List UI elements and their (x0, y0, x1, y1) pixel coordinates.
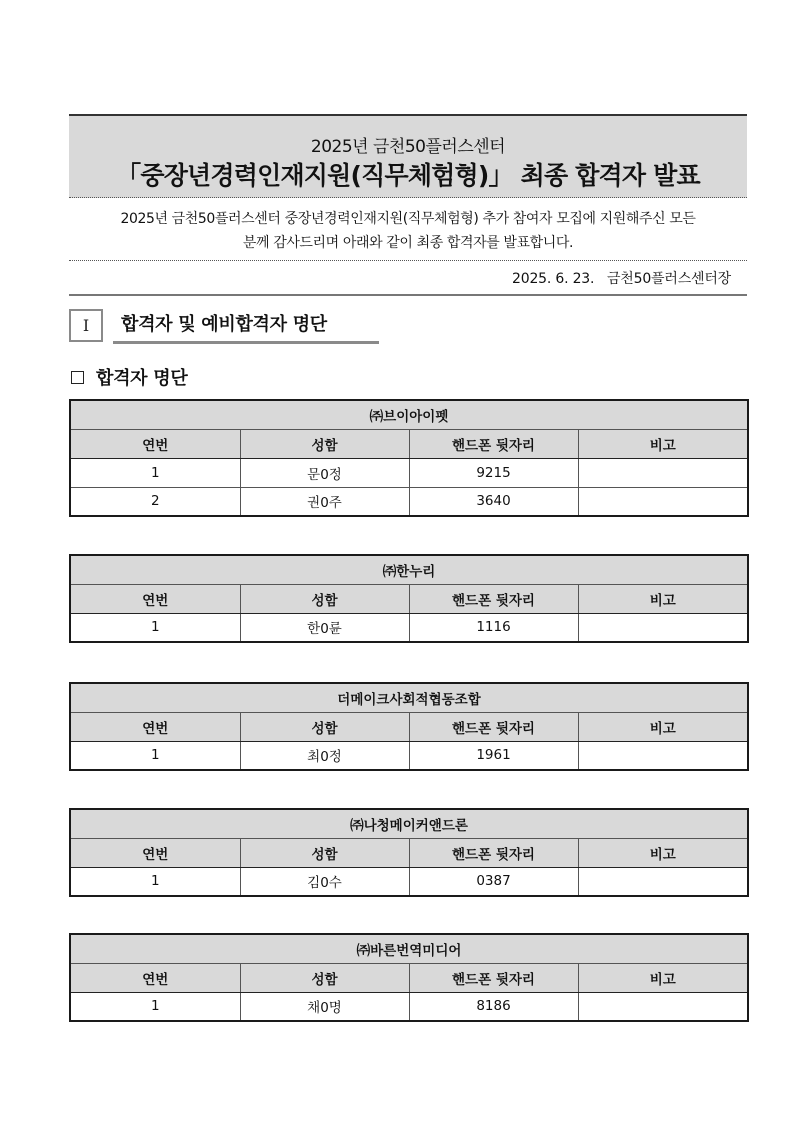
empty-square-bullet-icon (71, 371, 84, 384)
column-header-phone: 핸드폰 뒷자리 (409, 963, 578, 992)
cell-no: 1 (70, 613, 240, 642)
intro-line-1: 2025년 금천50플러스센터 중장년경력인재지원(직무체험형) 추가 참여자 모집에 지원해주신 모든 (120, 211, 696, 227)
title-subheading: 2025년 금천50플러스센터 (310, 137, 506, 157)
table-row (70, 487, 748, 516)
subsection-heading (69, 364, 187, 390)
column-header-note: 비고 (578, 584, 748, 613)
column-header-note: 비고 (578, 963, 748, 992)
page-title: 「중장년경력인재지원(직무체험형)」 최종 합격자 발표 (116, 161, 700, 190)
title-block (69, 114, 747, 198)
column-header-phone: 핸드폰 뒷자리 (409, 712, 578, 741)
company-name: ㈜나청메이커앤드론 (70, 809, 748, 838)
column-header-no: 연번 (70, 963, 240, 992)
dotted-divider (69, 260, 747, 261)
company-name: 더메이크사회적협동조합 (70, 683, 748, 712)
solid-divider (69, 294, 747, 296)
company-name: ㈜바른번역미디어 (70, 934, 748, 963)
cell-no: 1 (70, 458, 240, 487)
cell-name: 한0륜 (240, 613, 409, 642)
cell-phone: 3640 (409, 487, 578, 516)
cell-name: 채0명 (240, 992, 409, 1021)
table-row (70, 613, 748, 642)
cell-phone: 9215 (409, 458, 578, 487)
column-header-name: 성함 (240, 712, 409, 741)
column-header-note: 비고 (578, 429, 748, 458)
company-table (69, 399, 749, 517)
cell-phone: 8186 (409, 992, 578, 1021)
column-header-no: 연번 (70, 838, 240, 867)
cell-name: 권0주 (240, 487, 409, 516)
cell-note (578, 458, 748, 487)
column-header-name: 성함 (240, 584, 409, 613)
column-header-name: 성함 (240, 838, 409, 867)
cell-no: 1 (70, 867, 240, 896)
column-header-phone: 핸드폰 뒷자리 (409, 429, 578, 458)
section-number-box: Ⅰ (69, 309, 103, 342)
cell-note (578, 867, 748, 896)
column-header-no: 연번 (70, 584, 240, 613)
table-row (70, 867, 748, 896)
cell-phone: 1116 (409, 613, 578, 642)
cell-name: 문0정 (240, 458, 409, 487)
column-header-no: 연번 (70, 429, 240, 458)
company-name: ㈜한누리 (70, 555, 748, 584)
cell-note (578, 992, 748, 1021)
cell-name: 최0정 (240, 741, 409, 770)
column-header-note: 비고 (578, 838, 748, 867)
company-name: ㈜브이아이펫 (70, 400, 748, 429)
table-row (70, 741, 748, 770)
intro-paragraph (69, 207, 747, 255)
cell-phone: 0387 (409, 867, 578, 896)
company-table (69, 682, 749, 771)
company-table (69, 554, 749, 643)
table-row (70, 458, 748, 487)
cell-note (578, 613, 748, 642)
column-header-no: 연번 (70, 712, 240, 741)
cell-no: 1 (70, 992, 240, 1021)
column-header-phone: 핸드폰 뒷자리 (409, 584, 578, 613)
company-table (69, 933, 749, 1022)
cell-name: 김0수 (240, 867, 409, 896)
column-header-name: 성함 (240, 429, 409, 458)
date-signature: 2025. 6. 23. 금천50플러스센터장 (512, 271, 731, 287)
intro-line-2: 분께 감사드리며 아래와 같이 최종 합격자를 발표합니다. (242, 235, 574, 251)
document-page (69, 0, 747, 1121)
company-table (69, 808, 749, 897)
column-header-note: 비고 (578, 712, 748, 741)
cell-note (578, 741, 748, 770)
column-header-name: 성함 (240, 963, 409, 992)
section-title: 합격자 및 예비합격자 명단 (113, 309, 379, 344)
column-header-phone: 핸드폰 뒷자리 (409, 838, 578, 867)
table-row (70, 992, 748, 1021)
cell-no: 2 (70, 487, 240, 516)
cell-phone: 1961 (409, 741, 578, 770)
cell-note (578, 487, 748, 516)
cell-no: 1 (70, 741, 240, 770)
subsection-title: 합격자 명단 (96, 368, 188, 389)
